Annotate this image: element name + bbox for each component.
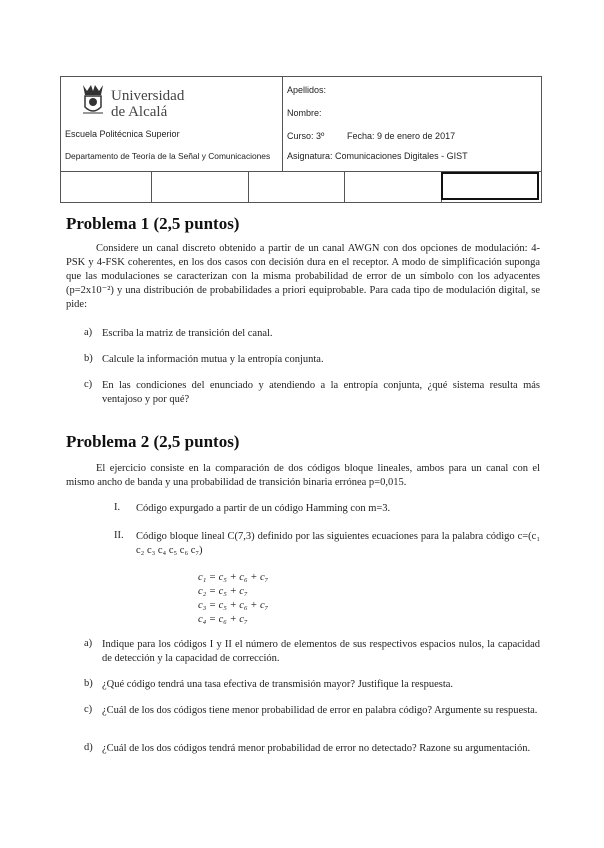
problem2-item-label: b) <box>84 678 93 689</box>
grade-box <box>441 172 539 200</box>
university-name-line2: de Alcalá <box>111 104 168 120</box>
university-logo <box>79 83 209 123</box>
problem2-item-label: c) <box>84 704 93 715</box>
code-label: I. <box>114 502 121 513</box>
problem2-item: ¿Cuál de los dos códigos tiene menor probabilidad de error en palabra código? Argumente su respuesta. <box>102 705 538 716</box>
nombre-label: Nombre: <box>287 108 322 118</box>
problem1-item-label: c) <box>84 379 93 390</box>
problem1-title: Problema 1 (2,5 puntos) <box>66 214 240 233</box>
fecha-label: Fecha: 9 de enero de 2017 <box>347 131 456 141</box>
equation: c₃ = c₅ + c₆ + c₇ <box>198 600 269 611</box>
problem2-item-label: a) <box>84 638 93 649</box>
problem1-item-label: b) <box>84 353 93 364</box>
asignatura-label: Asignatura: Comunicaciones Digitales - GIST <box>287 151 468 161</box>
code-label: II. <box>114 530 124 541</box>
problem1-item-label: a) <box>84 327 93 338</box>
apellidos-label: Apellidos: <box>287 85 327 95</box>
school-name: Escuela Politécnica Superior <box>65 129 180 139</box>
problem2-intro: El ejercicio consiste en la comparación de dos códigos bloque lineales, ambos para un canal con el mismo ancho de banda y una probabilidad de transición binaria errónea p=0,015. <box>66 463 540 488</box>
header-divider <box>282 77 283 171</box>
header-divider <box>248 171 249 202</box>
problem2-title: Problema 2 (2,5 puntos) <box>66 432 240 451</box>
equation: c₂ = c₅ + c₇ <box>198 586 248 597</box>
problem2-item: Indique para los códigos I y II el número de elementos de sus respectivos espacios nulos, la capacidad de detección y la capacidad de corrección. <box>102 639 540 664</box>
problem2-item-label: d) <box>84 742 93 753</box>
problem2-item: ¿Qué código tendrá una tasa efectiva de transmisión mayor? Justifique la respuesta. <box>102 679 454 690</box>
problem1-item: En las condiciones del enunciado y atendiendo a la entropía conjunta, ¿qué sistema resulta más ventajoso y por qué? <box>102 380 540 405</box>
university-crest-icon <box>79 83 107 117</box>
problem1-item: Calcule la información mutua y la entropía conjunta. <box>102 354 324 365</box>
university-name-line1: Universidad <box>111 88 185 104</box>
exam-header <box>60 76 542 203</box>
problem1-intro: Considere un canal discreto obtenido a partir de un canal AWGN con dos opciones de modulación: 4-PSK y 4-FSK coherentes, en los dos casos con decisión dura en el receptor. A modo de simplificación suponga que las modulaciones se caracterizan con la misma probabilidad de error de un símbolo con los adyacentes (p=2x10⁻²) y una distribución de probabilidades a priori equiprobable. Para cada tipo de modulación digital, se pide: <box>66 243 540 310</box>
code-description: Código bloque lineal C(7,3) definido por las siguientes ecuaciones para la palabra código c=(c₁ c₂ c₃ c₄ c₅ c₆ c₇) <box>136 531 540 556</box>
problem2-item: ¿Cuál de los dos códigos tendrá menor probabilidad de error no detectado? Razone su argumentación. <box>102 743 531 754</box>
department-name: Departamento de Teoría de la Señal y Comunicaciones <box>65 151 271 161</box>
equation: c₁ = c₅ + c₆ + c₇ <box>198 572 269 583</box>
curso-label: Curso: 3º <box>287 131 325 141</box>
problem1-item: Escriba la matriz de transición del canal. <box>102 328 273 339</box>
code-description: Código expurgado a partir de un código Hamming con m=3. <box>136 503 391 514</box>
header-divider <box>151 171 152 202</box>
equation: c₄ = c₆ + c₇ <box>198 614 248 625</box>
header-divider <box>344 171 345 202</box>
